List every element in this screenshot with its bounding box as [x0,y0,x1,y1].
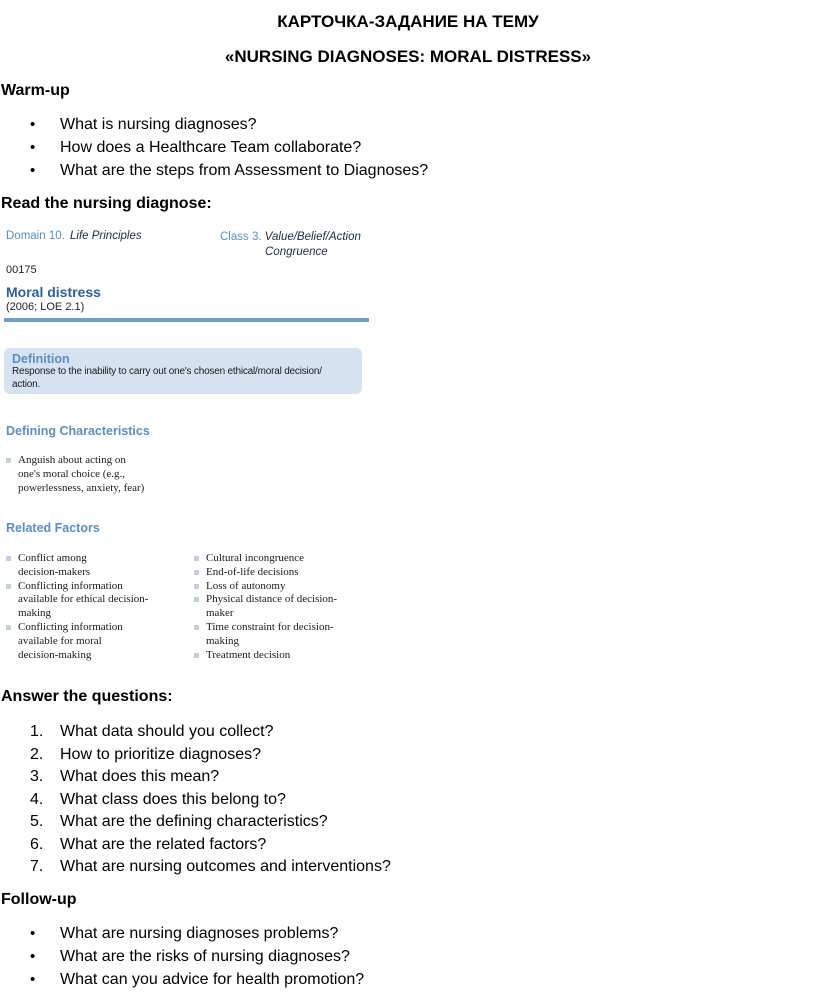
class-label: Class 3. [220,231,262,243]
divider [4,318,369,322]
list-item: Anguish about acting on one's moral choice (e.g., powerlessness, anxiety, fear) [6,454,144,495]
diagnosis-card [0,224,380,674]
answer-list [0,721,391,879]
class-value-cont: Congruence [265,246,328,258]
list-item: End-of-life decisions [194,566,337,580]
page-subtitle: «NURSING DIAGNOSES: MORAL DISTRESS» [224,47,592,66]
answer-heading: Answer the questions: [1,688,173,705]
bullet-square-icon [6,625,11,630]
diagnosis-year: (2006; LOE 2.1) [6,301,85,313]
bullet-square-icon [6,458,11,463]
list-item: Treatment decision [194,649,337,663]
page-title: КАРТОЧКА-ЗАДАНИЕ НА ТЕМУ [277,12,539,31]
bullet-square-icon [6,584,11,589]
definition-text: action. [12,378,41,390]
list-item: Cultural incongruence [194,552,337,566]
class-value: Value/Belief/Action [264,231,361,243]
answer-item: 2. How to prioritize diagnoses? [30,745,261,763]
bullet-square-icon [194,625,199,630]
definition-box [4,348,362,394]
followup-heading: Follow-up [1,891,77,908]
domain-line [6,230,142,242]
domain-label: Domain 10. [6,230,65,242]
list-item: Conflict among decision-makers [6,552,148,580]
list-item: Conflicting information available for ethical decision- making [6,580,148,621]
diagnosis-code: 00175 [6,264,37,276]
related-list-right [194,552,337,662]
bullet-square-icon [194,556,199,561]
followup-item: • What are the risks of nursing diagnoses? [0,945,364,968]
definition-text: Response to the inability to carry out one's chosen ethical/moral decision/ [12,366,322,377]
related-list-left [6,552,148,662]
class-line [220,230,380,260]
warmup-item: • What are the steps from Assessment to Diagnoses? [0,159,428,182]
warmup-item: • What is nursing diagnoses? [0,113,428,136]
bullet-square-icon [6,556,11,561]
bullet-square-icon [194,570,199,575]
answer-item: 5. What are the defining characteristics? [30,813,328,830]
bullet-square-icon [194,584,199,589]
bullet-square-icon [194,597,199,602]
answer-item: 3. What does this mean? [30,768,220,785]
definition-title: Definition [12,352,70,366]
defining-list [6,454,144,495]
list-item: Physical distance of decision- maker [194,593,337,621]
read-heading: Read the nursing diagnose: [1,195,212,212]
answer-item: 1. What data should you collect? [30,723,274,740]
warmup-heading: Warm-up [1,82,70,99]
defining-heading: Defining Characteristics [6,424,150,438]
list-item: Conflicting information available for moral decision-making [6,621,148,662]
domain-value: Life Principles [70,230,142,242]
answer-item: 7. What are nursing outcomes and interventions? [30,858,391,875]
bullet-square-icon [194,653,199,658]
warmup-item: • How does a Healthcare Team collaborate? [0,136,428,159]
followup-item: • What are nursing diagnoses problems? [0,922,364,945]
answer-item: 6. What are the related factors? [30,835,267,853]
list-item: Time constraint for decision- making [194,621,337,649]
warmup-list [0,113,428,182]
diagnosis-name: Moral distress [6,284,101,300]
list-item: Loss of autonomy [194,580,337,594]
related-heading: Related Factors [6,521,100,535]
followup-list [0,922,364,991]
followup-item: • What can you advice for health promotion? [0,968,364,991]
answer-item: 4. What class does this belong to? [30,790,286,808]
